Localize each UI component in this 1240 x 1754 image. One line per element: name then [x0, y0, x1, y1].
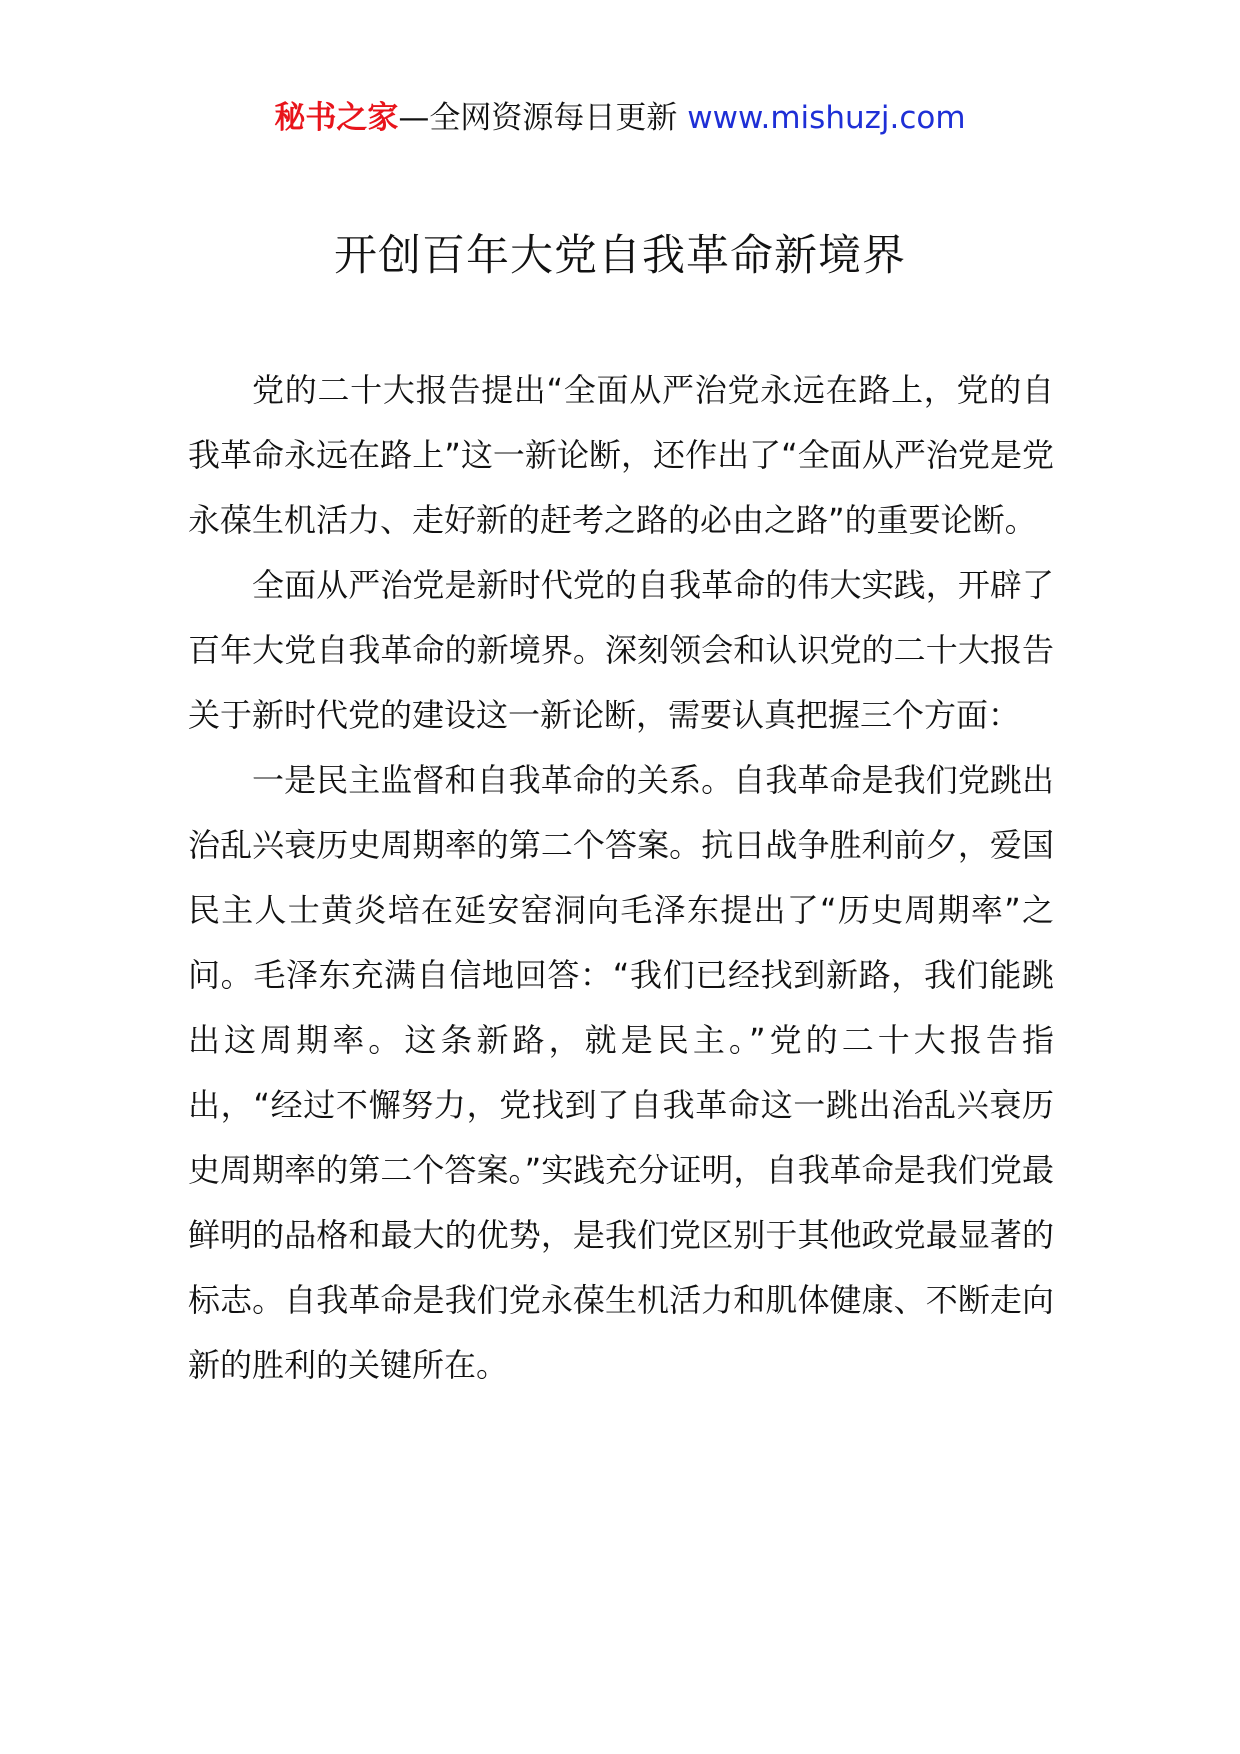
paragraph-3: 一是民主监督和自我革命的关系。自我革命是我们党跳出治乱兴衰历史周期率的第二个答案。抗日战争胜利前夕，爱国民主人士黄炎培在延安窑洞向毛泽东提出了“历史周期率”之问。毛泽东充满自信地回答：“我们已经找到新路，我们能跳出这周期率。这条新路，就是民主。”党的二十大报告指出，“经过不懈努力，党找到了自我革命这一跳出治乱兴衰历史周期率的第二个答案。”实践充分证明，自我革命是我们党最鲜明的品格和最大的优势，是我们党区别于其他政党最显著的标志。自我革命是我们党永葆生机活力和肌体健康、不断走向新的胜利的关键所在。 — [188, 761, 1054, 1384]
brand-name: 秘书之家 — [274, 100, 399, 136]
document-body — [188, 358, 1054, 1398]
paragraph-1: 党的二十大报告提出“全面从严治党永远在路上，党的自我革命永远在路上”这一新论断，还作出了“全面从严治党是党永葆生机活力、走好新的赶考之路的必由之路”的重要论断。 — [188, 371, 1054, 539]
header-tagline: —全网资源每日更新 — [398, 100, 688, 136]
site-url-link[interactable]: www.mishuzj.com — [687, 100, 966, 136]
paragraph-2: 全面从严治党是新时代党的自我革命的伟大实践，开辟了百年大党自我革命的新境界。深刻领会和认识党的二十大报告关于新时代党的建设这一新论断，需要认真把握三个方面： — [188, 566, 1054, 734]
site-header — [0, 96, 1240, 140]
document-title: 开创百年大党自我革命新境界 — [334, 231, 906, 281]
